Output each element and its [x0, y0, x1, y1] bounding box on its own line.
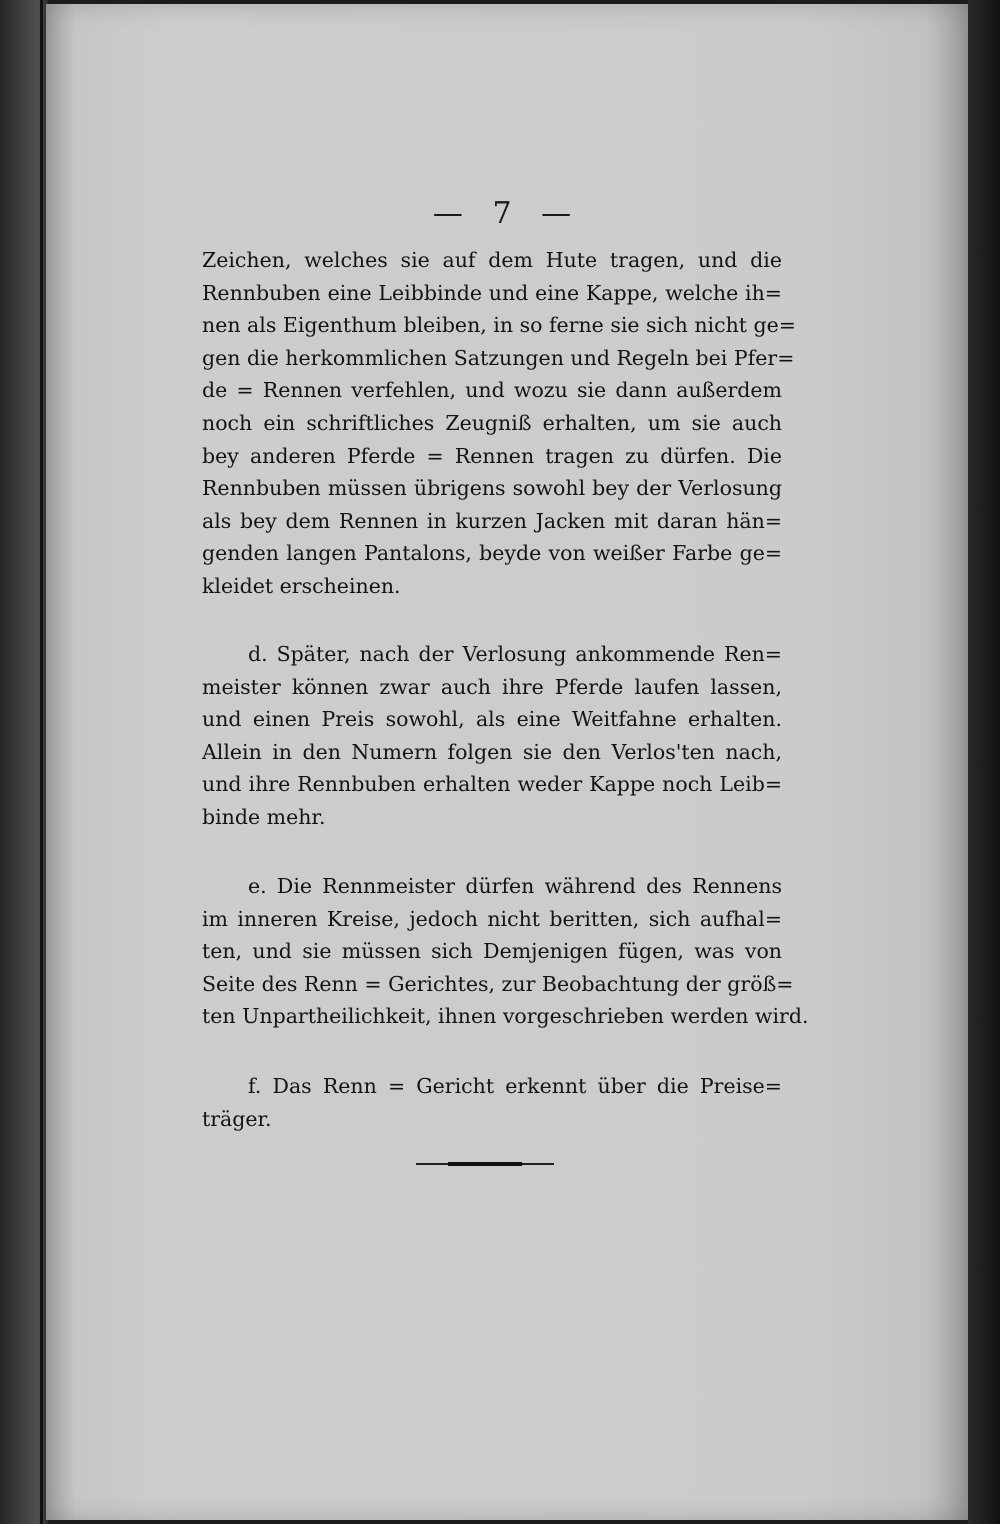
text-line: gen die herkommlichen Satzungen und Regeln bei Pfer= — [202, 345, 795, 370]
text-line: genden langen Pantalons, beyde von weißer Farbe ge= — [202, 541, 782, 566]
section-end-rule-center — [448, 1162, 522, 1166]
text-line: Rennbuben eine Leibbinde und eine Kappe, welche ih= — [202, 280, 782, 305]
text-line: ten, und sie müssen sich Demjenigen fügen, was von — [202, 939, 782, 964]
text-line: e. Die Rennmeister dürfen während des Rennens — [248, 874, 782, 898]
text-line: meister können zwar auch ihre Pferde laufen lassen, — [202, 674, 782, 699]
text-line: binde mehr. — [202, 804, 326, 829]
text-line: d. Später, nach der Verlosung ankommende Ren= — [248, 642, 782, 666]
text-line: Zeichen, welches sie auf dem Hute tragen, und die — [202, 248, 782, 272]
paragraph-d — [202, 638, 782, 834]
text-line: Rennbuben müssen übrigens sowohl bey der Verlosung — [202, 476, 782, 501]
text-line: nen als Eigenthum bleiben, in so ferne sie sich nicht ge= — [202, 313, 796, 338]
text-line: Seite des Renn = Gerichtes, zur Beobachtung der größ= — [202, 971, 794, 996]
text-line: träger. — [202, 1106, 272, 1131]
paragraph-continuation — [202, 244, 796, 603]
text-line: Allein in den Numern folgen sie den Verlos'ten nach, — [202, 739, 782, 764]
paragraph-e — [202, 870, 809, 1033]
binding-edge — [40, 0, 43, 1524]
scan-right-edge — [968, 0, 1000, 1524]
text-line: de = Rennen verfehlen, und wozu sie dann außerdem — [202, 378, 782, 403]
text-line: und einen Preis sowohl, als eine Weitfahne erhalten. — [202, 707, 782, 732]
text-line: als bey dem Rennen in kurzen Jacken mit daran hän= — [202, 508, 782, 533]
text-line: f. Das Renn = Gericht erkennt über die Preise= — [248, 1074, 782, 1098]
page-number: — 7 — — [432, 196, 582, 231]
book-page — [46, 4, 968, 1520]
paragraph-f — [202, 1070, 782, 1135]
text-line: noch ein schriftliches Zeugniß erhalten, um sie auch — [202, 410, 782, 435]
text-line: im inneren Kreise, jedoch nicht beritten, sich aufhal= — [202, 906, 782, 931]
text-line: bey anderen Pferde = Rennen tragen zu dürfen. Die — [202, 443, 782, 468]
text-line: kleidet erscheinen. — [202, 573, 401, 598]
text-line: und ihre Rennbuben erhalten weder Kappe noch Leib= — [202, 772, 782, 797]
text-line: ten Unpartheilichkeit, ihnen vorgeschrieben werden wird. — [202, 1004, 809, 1029]
